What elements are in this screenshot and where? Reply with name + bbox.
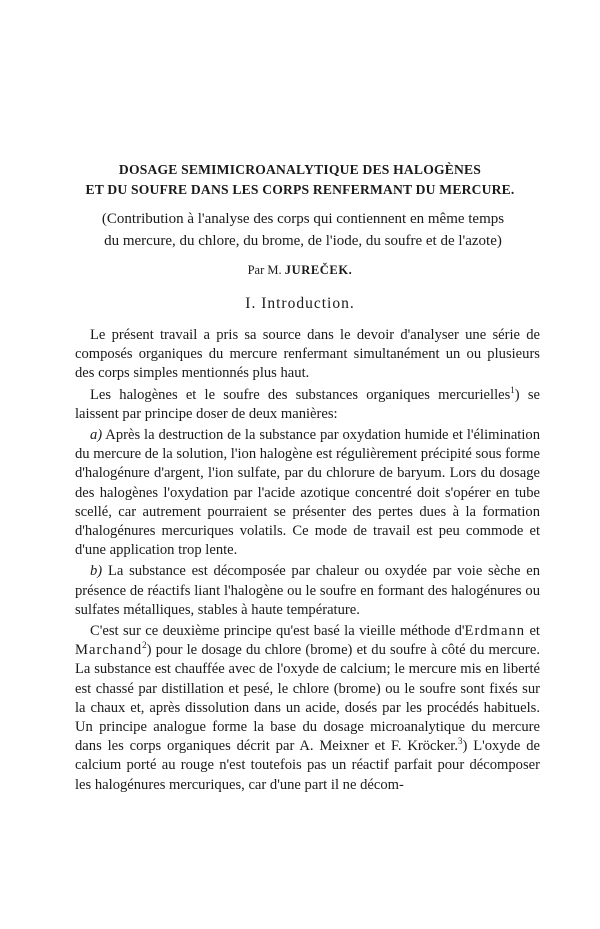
subtitle-line-2: du mercure, du chlore, du brome, de l'iode, du soufre et de l'azote)	[104, 233, 502, 249]
paragraph-2-text-a: Les halogènes et le soufre des substances organiques mercurielles	[90, 386, 511, 403]
section-heading: I. Introduction.	[245, 295, 355, 312]
subtitle-line-1: (Contribution à l'analyse des corps qui contiennent en même temps	[101, 211, 505, 227]
paragraph-3	[75, 426, 540, 560]
paragraph-1	[75, 326, 540, 384]
body-text	[75, 326, 540, 797]
footnote-ref-1: 1	[510, 384, 515, 395]
item-label-a: a)	[90, 427, 103, 444]
paragraph-3-text: Après la destruction de la substance par oxydation humide et l'élimination du mercure de la solution, l'ion halogène est régulièrement précipité sous forme d'halogénure d'argent, l'ion sulfate, par du chlorure de baryum. Lors du dosage des halogènes l'oxydation par l'acide azotique concentré doit s'opérer en tube scellé, car autrement pourraient se présenter des pertes dues à la formation d'halogénures mercuriques volatils. Ce mode de travail est peu commode et d'une application trop lente.	[75, 427, 541, 559]
author-erdmann: Erdmann	[464, 623, 526, 640]
paragraph-5-text-a: C'est sur ce deuxième principe qu'est basé la vieille méthode d'	[90, 623, 465, 640]
paragraph-2-text-b: ) se laissent par principe doser de deux manières:	[75, 386, 540, 422]
paragraph-5-and: et	[525, 623, 540, 640]
article-title	[60, 160, 540, 200]
paragraph-4	[75, 562, 540, 620]
paragraph-2	[75, 386, 540, 424]
paragraph-5-text-b: ) pour le dosage du chlore (brome) et du soufre à côté du mercure. La substance est chauffée avec de l'oxyde de calcium; le mercure mis en liberté est chassé par distillation et pesé, le chlore (brome) ou le soufre sont fixés sur la chaux et, après dissolution dans un acide, dosés par les procédés habituels. Un principe analogue forme la base du dosage microanalytique du mercure dans les corps organiques décrit par A. Meixner et F. Kröcker.	[75, 642, 540, 755]
title-line-2: ET DU SOUFRE DANS LES CORPS RENFERMANT DU MERCURE.	[85, 182, 515, 197]
footnote-ref-3: 3	[458, 736, 463, 747]
item-label-b: b)	[90, 563, 103, 580]
paragraph-5	[75, 622, 540, 795]
footnote-ref-2: 2	[142, 640, 147, 651]
paragraph-5-text-c: ) L'oxyde de calcium porté au rouge n'est toutefois pas un réactif parfait pour décomposer les halogénures mercuriques, car d'une part il ne décom-	[75, 738, 541, 793]
paragraph-4-text: La substance est décomposée par chaleur ou oxydée par voie sèche en présence de réactifs liant l'halogène ou le soufre en formant des halogénures ou sulfates métalliques, stables à haute température.	[75, 563, 540, 618]
author-name: JUREČEK.	[284, 263, 353, 277]
author-marchand: Marchand	[75, 642, 143, 659]
author-prefix: Par M.	[247, 263, 282, 277]
author-line	[60, 262, 540, 278]
paragraph-1-text: Le présent travail a pris sa source dans le devoir d'analyser une série de composés organiques du mercure renfermant simultanément un ou plusieurs des corps simples mentionnés plus haut.	[75, 327, 540, 382]
article-subtitle	[58, 208, 548, 252]
title-line-1: DOSAGE SEMIMICROANALYTIQUE DES HALOGÈNES	[118, 162, 482, 177]
